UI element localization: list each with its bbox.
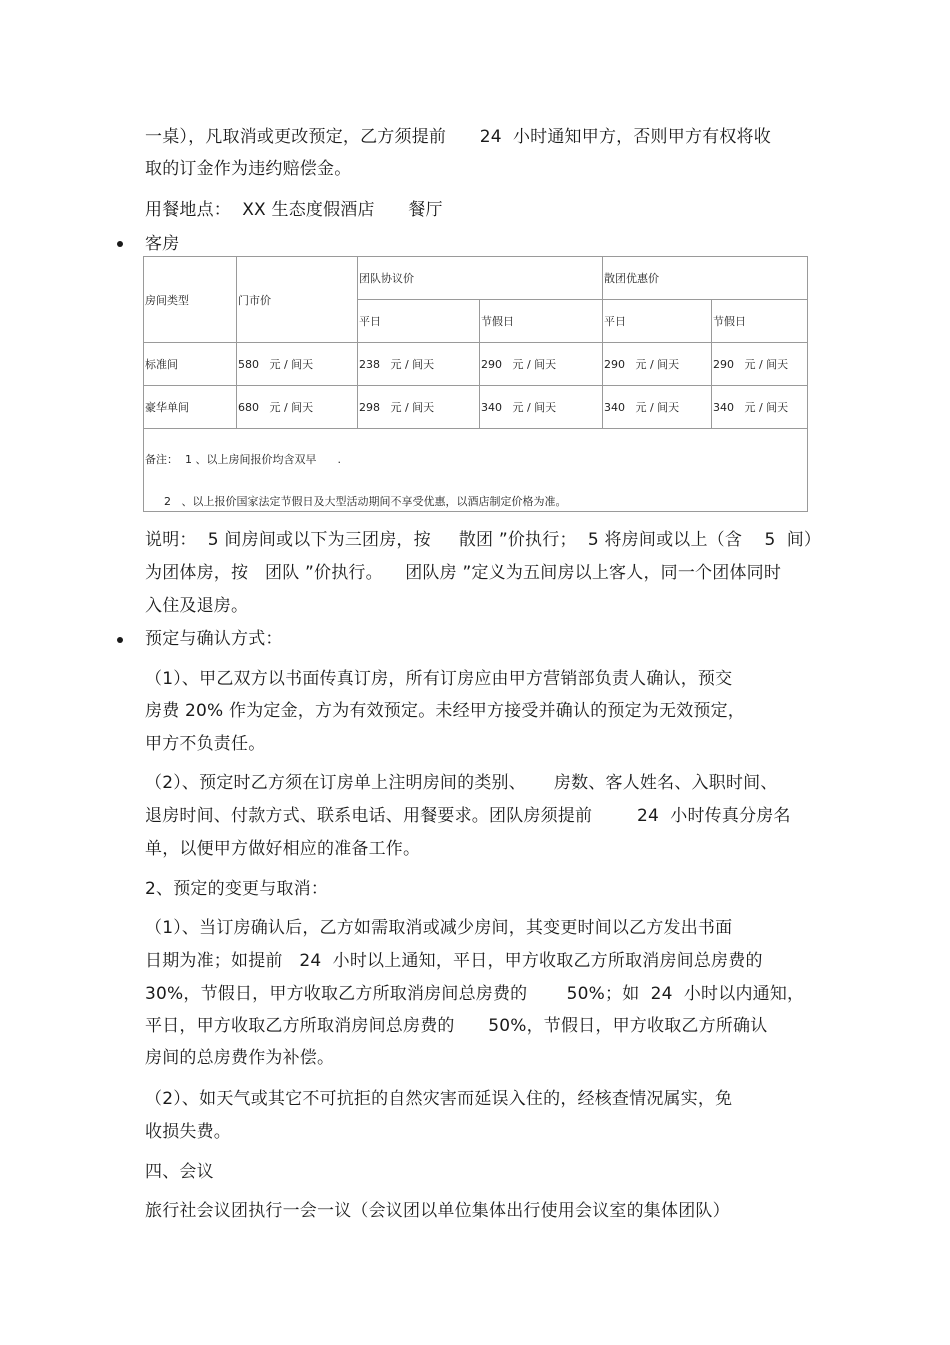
cancel-line: （2）、如天气或其它不可抗拒的自然灾害而延误入住的，经核查情况属实，免 <box>145 1089 733 1109</box>
header-rack-rate: 门市价 <box>237 257 358 343</box>
paragraph-line: 一桌），凡取消或更改预定，乙方须提前 24 小时通知甲方，否则甲方有权将收 <box>145 127 771 147</box>
dining-location: 用餐地点： XX 生态度假酒店 餐厅 <box>145 200 443 220</box>
table-row <box>144 386 808 429</box>
room-type-cell: 豪华单间 <box>144 386 237 429</box>
cancel-line: 日期为准；如提前 24 小时以上通知，平日，甲方收取乙方所取消房间总房费的 <box>145 951 763 971</box>
cancel-line: 房间的总房费作为补偿。 <box>145 1048 335 1068</box>
rate-cell: 340 元 / 间天 <box>603 386 712 429</box>
explain-line: 为团体房，按 团队 ”价执行。 团队房 ”定义为五间房以上客人，同一个团体同时 <box>145 563 782 583</box>
booking-line: 退房时间、付款方式、联系电话、用餐要求。团队房须提前 24 小时传真分房名 <box>145 806 791 826</box>
cancel-line: 30%，节假日，甲方收取乙方所取消房间总房费的 50%；如 24 小时以内通知， <box>145 984 805 1004</box>
meeting-line: 旅行社会议团执行一会一议（会议团以单位集体出行使用会议室的集体团队） <box>145 1201 730 1221</box>
paragraph-line: 取的订金作为违约赔偿金。 <box>145 159 352 179</box>
rate-cell: 290 元 / 间天 <box>480 343 603 386</box>
bullet-icon <box>117 241 123 247</box>
explain-line: 说明： 5 间房间或以下为三团房，按 散团 ”价执行； 5 将房间或以上（含 5 间） <box>145 530 822 550</box>
cancel-line: 平日，甲方收取乙方所取消房间总房费的 50%，节假日，甲方收取乙方所确认 <box>145 1016 768 1036</box>
room-rates-table <box>143 256 808 512</box>
table-note-1: 备注： 1 、以上房间报价均含双早 . <box>145 453 341 466</box>
section-heading-cancel: 2、预定的变更与取消： <box>145 879 329 899</box>
rate-cell: 290 元 / 间天 <box>712 343 808 386</box>
section-heading-rooms: 客房 <box>145 234 180 254</box>
header-group-rate: 团队协议价 <box>358 257 603 300</box>
booking-line: 单，以便甲方做好相应的准备工作。 <box>145 839 421 859</box>
subheader-holiday: 节假日 <box>480 300 603 343</box>
rate-cell: 340 元 / 间天 <box>712 386 808 429</box>
rate-cell: 340 元 / 间天 <box>480 386 603 429</box>
rate-cell: 290 元 / 间天 <box>603 343 712 386</box>
rate-cell: 580 元 / 间天 <box>237 343 358 386</box>
subheader-weekday: 平日 <box>603 300 712 343</box>
section-heading-meeting: 四、会议 <box>145 1162 214 1182</box>
table-note-2: 2 、以上报价国家法定节假日及大型活动期间不享受优惠，以酒店制定价格为准。 <box>164 495 567 508</box>
table-row <box>144 343 808 386</box>
rate-cell: 680 元 / 间天 <box>237 386 358 429</box>
table-note-cell <box>144 429 808 512</box>
booking-line: （1）、甲乙双方以书面传真订房，所有订房应由甲方营销部负责人确认，预交 <box>145 669 733 689</box>
subheader-weekday: 平日 <box>358 300 480 343</box>
header-room-type: 房间类型 <box>144 257 237 343</box>
booking-line: 甲方不负责任。 <box>145 734 266 754</box>
subheader-holiday: 节假日 <box>712 300 808 343</box>
section-heading-booking: 预定与确认方式： <box>145 629 283 649</box>
bullet-icon <box>117 637 123 643</box>
header-fit-rate: 散团优惠价 <box>603 257 808 300</box>
cancel-line: （1）、当订房确认后，乙方如需取消或减少房间，其变更时间以乙方发出书面 <box>145 918 733 938</box>
room-type-cell: 标准间 <box>144 343 237 386</box>
rate-cell: 298 元 / 间天 <box>358 386 480 429</box>
rate-cell: 238 元 / 间天 <box>358 343 480 386</box>
explain-line: 入住及退房。 <box>145 596 249 616</box>
cancel-line: 收损失费。 <box>145 1122 231 1142</box>
booking-line: 房费 20% 作为定金，方为有效预定。未经甲方接受并确认的预定为无效预定， <box>145 701 745 721</box>
booking-line: （2）、预定时乙方须在订房单上注明房间的类别、 房数、客人姓名、入职时间、 <box>145 773 778 793</box>
